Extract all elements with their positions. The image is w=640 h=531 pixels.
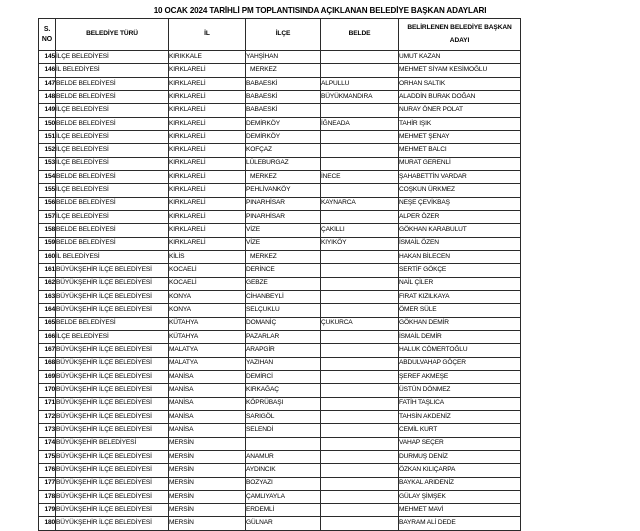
cell-aday: ŞAHABETTİN VARDAR xyxy=(399,170,521,183)
cell-belde xyxy=(321,384,399,397)
cell-no: 173 xyxy=(39,424,56,437)
cell-ilce: ÇAMLIYAYLA xyxy=(246,490,321,503)
cell-no: 152 xyxy=(39,144,56,157)
cell-belediye-turu: BÜYÜKŞEHİR İLÇE BELEDİYESİ xyxy=(56,397,169,410)
cell-ilce: SELÇUKLU xyxy=(246,304,321,317)
cell-il: KIRKLARELİ xyxy=(169,144,246,157)
cell-belde xyxy=(321,184,399,197)
cell-no: 155 xyxy=(39,184,56,197)
cell-belediye-turu: BÜYÜKŞEHİR İLÇE BELEDİYESİ xyxy=(56,304,169,317)
cell-belediye-turu: BELDE BELEDİYESİ xyxy=(56,117,169,130)
cell-ilce: CİHANBEYLİ xyxy=(246,290,321,303)
cell-belde: İNECE xyxy=(321,170,399,183)
cell-no: 177 xyxy=(39,477,56,490)
cell-il: KOCAELİ xyxy=(169,277,246,290)
cell-aday: ÜSTÜN DÖNMEZ xyxy=(399,384,521,397)
cell-aday: COŞKUN ÜRKMEZ xyxy=(399,184,521,197)
cell-aday: ABDULVAHAP GÖÇER xyxy=(399,357,521,370)
cell-no: 168 xyxy=(39,357,56,370)
cell-belediye-turu: BÜYÜKŞEHİR İLÇE BELEDİYESİ xyxy=(56,384,169,397)
cell-belediye-turu: İLÇE BELEDİYESİ xyxy=(56,104,169,117)
cell-belde: KAYNARCA xyxy=(321,197,399,210)
cell-belediye-turu: BELDE BELEDİYESİ xyxy=(56,317,169,330)
cell-il: MERSİN xyxy=(169,437,246,450)
cell-ilce: LÜLEBURGAZ xyxy=(246,157,321,170)
cell-belde xyxy=(321,464,399,477)
cell-ilce: ERDEMLİ xyxy=(246,504,321,517)
cell-aday: BAYRAM ALİ DEDE xyxy=(399,517,521,530)
cell-il: KONYA xyxy=(169,290,246,303)
table-row xyxy=(39,210,521,223)
cell-il: KIRKLARELİ xyxy=(169,157,246,170)
cell-aday: ŞEREF AKMEŞE xyxy=(399,370,521,383)
cell-belediye-turu: İLÇE BELEDİYESİ xyxy=(56,330,169,343)
cell-ilce: KIRKAĞAÇ xyxy=(246,384,321,397)
cell-il: KIRKLARELİ xyxy=(169,77,246,90)
table-row xyxy=(39,237,521,250)
cell-ilce: GEBZE xyxy=(246,277,321,290)
cell-ilce: DEMİRKÖY xyxy=(246,130,321,143)
cell-no: 170 xyxy=(39,384,56,397)
table-row xyxy=(39,410,521,423)
cell-belediye-turu: BELDE BELEDİYESİ xyxy=(56,170,169,183)
cell-belediye-turu: BELDE BELEDİYESİ xyxy=(56,197,169,210)
table-row xyxy=(39,477,521,490)
column-header-ilce: İLÇE xyxy=(246,19,321,51)
cell-no: 175 xyxy=(39,450,56,463)
column-header-belde: BELDE xyxy=(321,19,399,51)
cell-il: MANİSA xyxy=(169,384,246,397)
table-row xyxy=(39,437,521,450)
table-row xyxy=(39,157,521,170)
table-row xyxy=(39,424,521,437)
cell-belde xyxy=(321,144,399,157)
cell-aday: GÖKHAN KARABULUT xyxy=(399,224,521,237)
cell-belde: ÇUKURCA xyxy=(321,317,399,330)
cell-no: 147 xyxy=(39,77,56,90)
cell-belde xyxy=(321,210,399,223)
table-row xyxy=(39,264,521,277)
cell-belediye-turu: BÜYÜKŞEHİR İLÇE BELEDİYESİ xyxy=(56,477,169,490)
table-row xyxy=(39,384,521,397)
column-header-il: İL xyxy=(169,19,246,51)
cell-ilce: SELENDİ xyxy=(246,424,321,437)
cell-aday: SERTİF GÖKÇE xyxy=(399,264,521,277)
cell-il: MERSİN xyxy=(169,464,246,477)
cell-ilce: BABAESKİ xyxy=(246,77,321,90)
cell-belediye-turu: İLÇE BELEDİYESİ xyxy=(56,157,169,170)
cell-ilce: GÜLNAR xyxy=(246,517,321,530)
table-row xyxy=(39,104,521,117)
cell-belde xyxy=(321,370,399,383)
cell-no: 163 xyxy=(39,290,56,303)
cell-no: 151 xyxy=(39,130,56,143)
cell-belde xyxy=(321,490,399,503)
cell-ilce: PINARHİSAR xyxy=(246,210,321,223)
cell-aday: TAHSİN AKDENİZ xyxy=(399,410,521,423)
cell-belde xyxy=(321,504,399,517)
cell-no: 164 xyxy=(39,304,56,317)
table-row xyxy=(39,397,521,410)
cell-il: MANİSA xyxy=(169,410,246,423)
table-row xyxy=(39,117,521,130)
cell-il: KIRKLARELİ xyxy=(169,130,246,143)
cell-belediye-turu: BÜYÜKŞEHİR İLÇE BELEDİYESİ xyxy=(56,370,169,383)
cell-il: MANİSA xyxy=(169,424,246,437)
column-header-no-line1: S. xyxy=(43,25,51,33)
column-header-belediye-turu: BELEDİYE TÜRÜ xyxy=(56,19,169,51)
cell-aday: VAHAP SEÇER xyxy=(399,437,521,450)
cell-belediye-turu: BÜYÜKŞEHİR İLÇE BELEDİYESİ xyxy=(56,357,169,370)
cell-belediye-turu: BÜYÜKŞEHİR İLÇE BELEDİYESİ xyxy=(56,464,169,477)
cell-belde xyxy=(321,397,399,410)
cell-il: MALATYA xyxy=(169,357,246,370)
cell-aday: MEHMET SİYAM KESİMOĞLU xyxy=(399,64,521,77)
table-header xyxy=(39,19,521,51)
cell-no: 160 xyxy=(39,250,56,263)
cell-belde: ÇAKILLI xyxy=(321,224,399,237)
cell-ilce: PINARHİSAR xyxy=(246,197,321,210)
table-row xyxy=(39,277,521,290)
cell-belde xyxy=(321,130,399,143)
table-row xyxy=(39,64,521,77)
cell-no: 162 xyxy=(39,277,56,290)
column-header-aday xyxy=(399,19,521,51)
cell-ilce: MERKEZ xyxy=(246,170,321,183)
cell-ilce: BABAESKİ xyxy=(246,90,321,103)
cell-ilce: PEHLİVANKÖY xyxy=(246,184,321,197)
cell-il: KIRKLARELİ xyxy=(169,64,246,77)
cell-belde xyxy=(321,357,399,370)
table-row xyxy=(39,304,521,317)
table-row xyxy=(39,250,521,263)
cell-belde xyxy=(321,477,399,490)
candidates-table-container xyxy=(38,18,520,531)
cell-belde xyxy=(321,450,399,463)
cell-aday: NAİL ÇİLER xyxy=(399,277,521,290)
cell-ilce: YAZIHAN xyxy=(246,357,321,370)
cell-belediye-turu: İLÇE BELEDİYESİ xyxy=(56,144,169,157)
cell-aday: MEHMET ŞENAY xyxy=(399,130,521,143)
cell-il: KIRKLARELİ xyxy=(169,184,246,197)
cell-aday: HAKAN BİLECEN xyxy=(399,250,521,263)
cell-belediye-turu: BÜYÜKŞEHİR İLÇE BELEDİYESİ xyxy=(56,424,169,437)
cell-il: KIRKLARELİ xyxy=(169,224,246,237)
cell-aday: BAYKAL ARIDENİZ xyxy=(399,477,521,490)
cell-ilce: AYDINCIK xyxy=(246,464,321,477)
cell-belde xyxy=(321,517,399,530)
table-row xyxy=(39,197,521,210)
cell-belde xyxy=(321,304,399,317)
cell-belediye-turu: BÜYÜKŞEHİR İLÇE BELEDİYESİ xyxy=(56,450,169,463)
cell-aday: GÜLAY ŞİMŞEK xyxy=(399,490,521,503)
cell-ilce: MERKEZ xyxy=(246,250,321,263)
cell-belediye-turu: İL BELEDİYESİ xyxy=(56,250,169,263)
cell-no: 179 xyxy=(39,504,56,517)
cell-no: 145 xyxy=(39,51,56,64)
cell-no: 148 xyxy=(39,90,56,103)
cell-belediye-turu: İLÇE BELEDİYESİ xyxy=(56,130,169,143)
cell-aday: ÖMER SÜLE xyxy=(399,304,521,317)
cell-no: 166 xyxy=(39,330,56,343)
cell-belediye-turu: İLÇE BELEDİYESİ xyxy=(56,210,169,223)
cell-belediye-turu: İL BELEDİYESİ xyxy=(56,64,169,77)
cell-no: 167 xyxy=(39,344,56,357)
cell-il: KIRKLARELİ xyxy=(169,170,246,183)
cell-belediye-turu: BÜYÜKŞEHİR İLÇE BELEDİYESİ xyxy=(56,290,169,303)
cell-aday: İSMAİL ÖZEN xyxy=(399,237,521,250)
table-row xyxy=(39,464,521,477)
cell-il: KİLİS xyxy=(169,250,246,263)
cell-ilce: DOMANİÇ xyxy=(246,317,321,330)
cell-ilce: DEMİRKÖY xyxy=(246,117,321,130)
cell-no: 159 xyxy=(39,237,56,250)
cell-belde xyxy=(321,51,399,64)
cell-no: 174 xyxy=(39,437,56,450)
cell-belediye-turu: BÜYÜKŞEHİR İLÇE BELEDİYESİ xyxy=(56,490,169,503)
cell-ilce: SARIGÖL xyxy=(246,410,321,423)
cell-aday: NEŞE ÇEVİKBAŞ xyxy=(399,197,521,210)
cell-belde xyxy=(321,277,399,290)
cell-belde: KIYIKÖY xyxy=(321,237,399,250)
table-row xyxy=(39,517,521,530)
cell-belediye-turu: İLÇE BELEDİYESİ xyxy=(56,51,169,64)
cell-no: 157 xyxy=(39,210,56,223)
cell-aday: UMUT KAZAN xyxy=(399,51,521,64)
cell-belde xyxy=(321,250,399,263)
cell-belde: ALPULLU xyxy=(321,77,399,90)
cell-aday: MURAT GERENLİ xyxy=(399,157,521,170)
cell-ilce xyxy=(246,437,321,450)
cell-no: 165 xyxy=(39,317,56,330)
cell-belediye-turu: BÜYÜKŞEHİR BELEDİYESİ xyxy=(56,437,169,450)
table-row xyxy=(39,504,521,517)
table-row xyxy=(39,144,521,157)
cell-belediye-turu: BÜYÜKŞEHİR İLÇE BELEDİYESİ xyxy=(56,517,169,530)
column-header-aday-line1: BELİRLENEN BELEDİYE BAŞKAN xyxy=(407,23,512,31)
cell-aday: NURAY ÖNER POLAT xyxy=(399,104,521,117)
cell-no: 158 xyxy=(39,224,56,237)
cell-ilce: KOFÇAZ xyxy=(246,144,321,157)
cell-no: 146 xyxy=(39,64,56,77)
cell-no: 150 xyxy=(39,117,56,130)
cell-ilce: DERİNCE xyxy=(246,264,321,277)
cell-ilce: ARAPGİR xyxy=(246,344,321,357)
cell-il: KIRKLARELİ xyxy=(169,104,246,117)
table-row xyxy=(39,330,521,343)
cell-belediye-turu: BÜYÜKŞEHİR İLÇE BELEDİYESİ xyxy=(56,277,169,290)
cell-aday: MEHMET MAVİ xyxy=(399,504,521,517)
cell-belediye-turu: BELDE BELEDİYESİ xyxy=(56,77,169,90)
cell-il: MERSİN xyxy=(169,490,246,503)
cell-belediye-turu: BÜYÜKŞEHİR İLÇE BELEDİYESİ xyxy=(56,264,169,277)
table-row xyxy=(39,184,521,197)
cell-belediye-turu: İLÇE BELEDİYESİ xyxy=(56,184,169,197)
cell-il: KIRIKKALE xyxy=(169,51,246,64)
cell-no: 156 xyxy=(39,197,56,210)
cell-belde xyxy=(321,264,399,277)
table-row xyxy=(39,357,521,370)
cell-aday: MEHMET BALCI xyxy=(399,144,521,157)
cell-aday: GÖKHAN DEMİR xyxy=(399,317,521,330)
cell-belde xyxy=(321,64,399,77)
cell-belde xyxy=(321,344,399,357)
cell-belde xyxy=(321,290,399,303)
cell-belediye-turu: BELDE BELEDİYESİ xyxy=(56,90,169,103)
table-row xyxy=(39,344,521,357)
cell-il: MERSİN xyxy=(169,477,246,490)
cell-belde xyxy=(321,424,399,437)
cell-no: 161 xyxy=(39,264,56,277)
cell-belde xyxy=(321,104,399,117)
cell-il: KIRKLARELİ xyxy=(169,237,246,250)
cell-no: 154 xyxy=(39,170,56,183)
table-row xyxy=(39,77,521,90)
table-body xyxy=(39,51,521,531)
cell-belediye-turu: BELDE BELEDİYESİ xyxy=(56,237,169,250)
cell-ilce: VİZE xyxy=(246,224,321,237)
cell-il: KOCAELİ xyxy=(169,264,246,277)
table-row xyxy=(39,290,521,303)
cell-il: KÜTAHYA xyxy=(169,317,246,330)
cell-aday: ORHAN SALTIK xyxy=(399,77,521,90)
page-title: 10 OCAK 2024 TARİHLİ PM TOPLANTISINDA AÇIKLANAN BELEDİYE BAŞKAN ADAYLARI xyxy=(153,6,487,15)
table-row xyxy=(39,224,521,237)
table-row xyxy=(39,170,521,183)
cell-il: KÜTAHYA xyxy=(169,330,246,343)
cell-aday: ALADDİN BURAK DOĞAN xyxy=(399,90,521,103)
column-header-no xyxy=(39,19,56,51)
cell-il: MANİSA xyxy=(169,397,246,410)
cell-no: 172 xyxy=(39,410,56,423)
cell-aday: TAHİR IŞIK xyxy=(399,117,521,130)
cell-aday: DURMUŞ DENİZ xyxy=(399,450,521,463)
table-row xyxy=(39,370,521,383)
cell-belde xyxy=(321,330,399,343)
cell-il: KONYA xyxy=(169,304,246,317)
table-row xyxy=(39,450,521,463)
candidates-table xyxy=(38,18,521,531)
cell-aday: İSMAİL DEMİR xyxy=(399,330,521,343)
cell-ilce: BABAESKİ xyxy=(246,104,321,117)
cell-aday: FATİH TAŞLICA xyxy=(399,397,521,410)
cell-il: MERSİN xyxy=(169,504,246,517)
cell-no: 171 xyxy=(39,397,56,410)
cell-aday: FIRAT KIZILKAYA xyxy=(399,290,521,303)
cell-belediye-turu: BÜYÜKŞEHİR İLÇE BELEDİYESİ xyxy=(56,504,169,517)
cell-belediye-turu: BÜYÜKŞEHİR İLÇE BELEDİYESİ xyxy=(56,410,169,423)
cell-ilce: KÖPRÜBAŞI xyxy=(246,397,321,410)
cell-aday: ALPER ÖZER xyxy=(399,210,521,223)
column-header-no-line2: NO xyxy=(41,35,53,43)
cell-aday: HALUK CÖMERTOĞLU xyxy=(399,344,521,357)
table-row xyxy=(39,490,521,503)
cell-il: MANİSA xyxy=(169,370,246,383)
cell-il: MERSİN xyxy=(169,450,246,463)
cell-il: MALATYA xyxy=(169,344,246,357)
cell-ilce: PAZARLAR xyxy=(246,330,321,343)
cell-no: 149 xyxy=(39,104,56,117)
cell-ilce: VİZE xyxy=(246,237,321,250)
cell-belde: İĞNEADA xyxy=(321,117,399,130)
cell-no: 169 xyxy=(39,370,56,383)
cell-ilce: DEMİRCİ xyxy=(246,370,321,383)
cell-belde xyxy=(321,437,399,450)
column-header-aday-line2: ADAYI xyxy=(449,36,470,44)
cell-belde: BÜYÜKMANDIRA xyxy=(321,90,399,103)
cell-belde xyxy=(321,410,399,423)
cell-no: 176 xyxy=(39,464,56,477)
cell-il: KIRKLARELİ xyxy=(169,197,246,210)
cell-ilce: ANAMUR xyxy=(246,450,321,463)
cell-no: 178 xyxy=(39,490,56,503)
cell-no: 180 xyxy=(39,517,56,530)
cell-il: KIRKLARELİ xyxy=(169,90,246,103)
table-row xyxy=(39,51,521,64)
cell-ilce: MERKEZ xyxy=(246,64,321,77)
cell-il: KIRKLARELİ xyxy=(169,117,246,130)
cell-no: 153 xyxy=(39,157,56,170)
cell-aday: ÖZKAN KILIÇARPA xyxy=(399,464,521,477)
cell-il: MERSİN xyxy=(169,517,246,530)
cell-il: KIRKLARELİ xyxy=(169,210,246,223)
cell-aday: CEMİL KURT xyxy=(399,424,521,437)
cell-ilce: YAHŞİHAN xyxy=(246,51,321,64)
cell-belediye-turu: BÜYÜKŞEHİR İLÇE BELEDİYESİ xyxy=(56,344,169,357)
table-header-row xyxy=(39,19,521,51)
cell-belediye-turu: BELDE BELEDİYESİ xyxy=(56,224,169,237)
cell-belde xyxy=(321,157,399,170)
table-row xyxy=(39,130,521,143)
table-row xyxy=(39,90,521,103)
cell-ilce: BOZYAZI xyxy=(246,477,321,490)
table-row xyxy=(39,317,521,330)
